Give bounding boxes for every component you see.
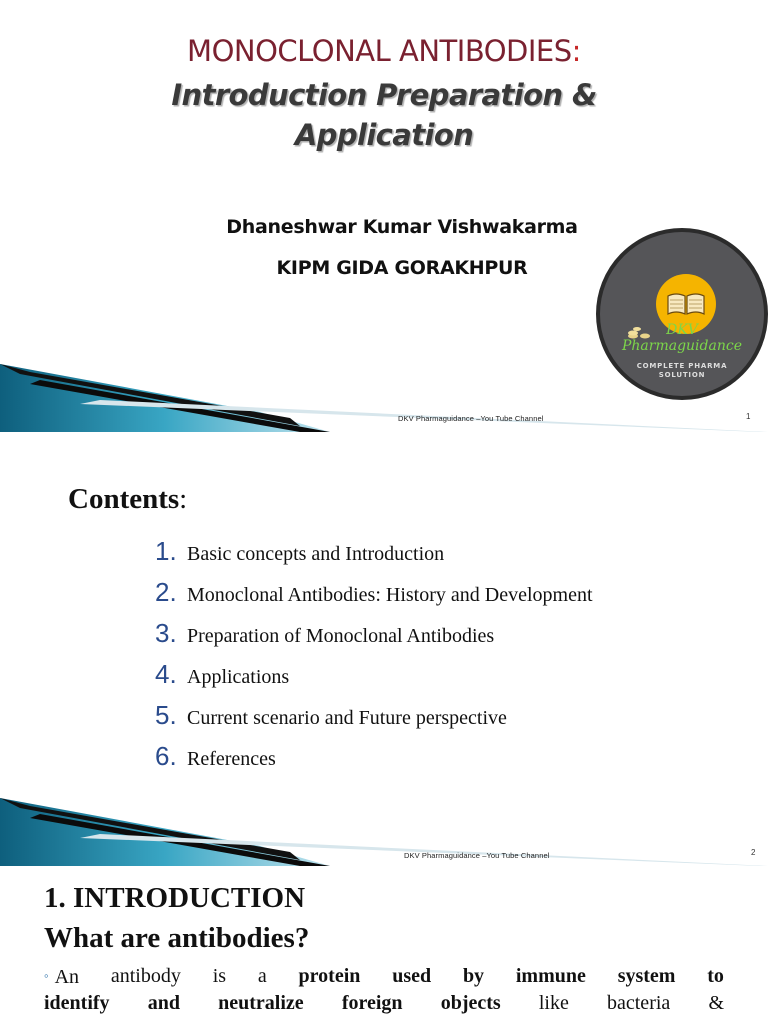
- list-item: 6. References: [155, 741, 276, 771]
- section-heading: 1. INTRODUCTION: [44, 882, 306, 914]
- intro-paragraph: ◦ An antibody is a protein used by immune system to identify and neutralize foreign objects like bacteria &: [44, 965, 724, 1014]
- page-number: 1: [746, 412, 751, 421]
- swoosh-decoration: [0, 360, 768, 432]
- institute-name: KIPM GIDA GORAKHPUR: [276, 257, 528, 279]
- list-item: 1. Basic concepts and Introduction: [155, 536, 445, 566]
- slide-subtitle-line2: Application: [294, 118, 474, 152]
- slide-subtitle-line1: Introduction Preparation &: [171, 78, 597, 112]
- logo-tagline: COMPLETE PHARMA SOLUTION: [636, 362, 728, 379]
- list-item: 4. Applications: [155, 659, 290, 689]
- page-number-2: 2: [751, 848, 756, 857]
- slide-1: [0, 0, 768, 432]
- slide-footer: DKV Pharmaguidance –You Tube Channel: [398, 414, 544, 423]
- swoosh-decoration-2: [0, 796, 768, 866]
- logo-brand: DKV Pharmaguidance: [621, 322, 742, 354]
- slide-title: MONOCLONAL ANTIBODIES:: [187, 34, 581, 68]
- contents-title: Contents:: [68, 483, 188, 515]
- section-subheading: What are antibodies?: [44, 922, 310, 954]
- bullet-icon: ◦: [44, 968, 49, 983]
- author-name: Dhaneshwar Kumar Vishwakarma: [226, 216, 578, 238]
- contents-list: [155, 536, 593, 782]
- list-item: 5. Current scenario and Future perspective: [155, 700, 507, 730]
- slide-footer-2: DKV Pharmaguidance –You Tube Channel: [404, 851, 550, 860]
- list-item: 2. Monoclonal Antibodies: History and Development: [155, 577, 593, 607]
- list-item: 3. Preparation of Monoclonal Antibodies: [155, 618, 495, 648]
